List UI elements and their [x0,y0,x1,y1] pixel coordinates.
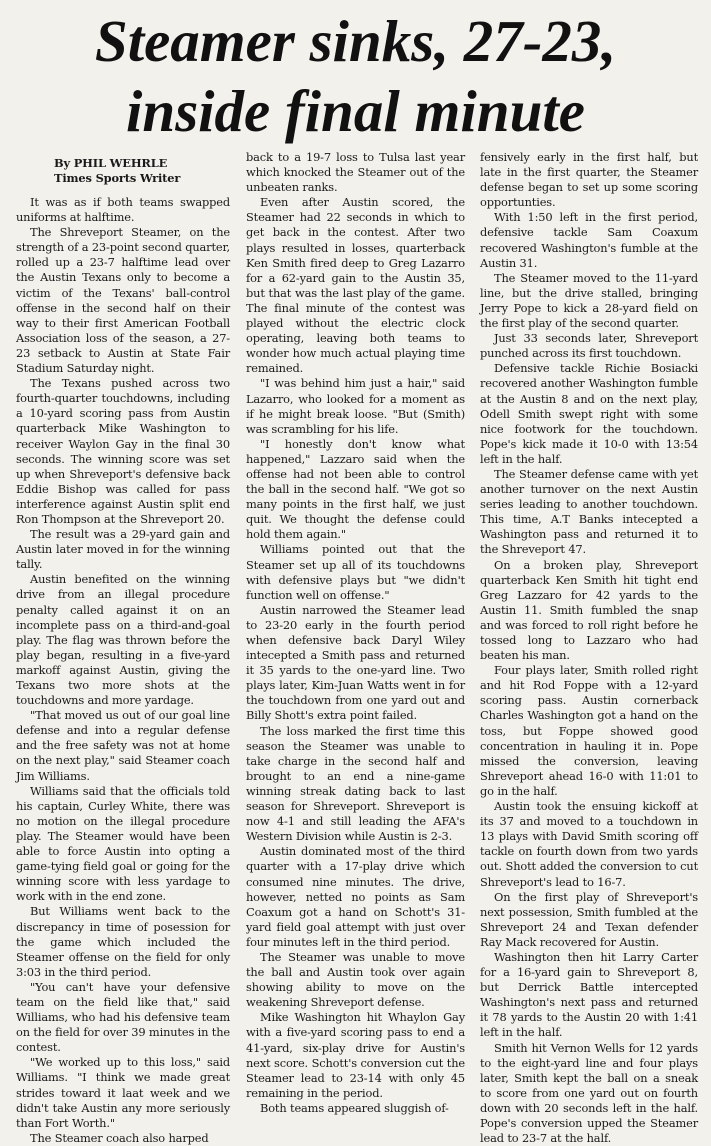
paragraph: The Steamer moved to the 11-yard line, but the drive stalled, bringing Jerry Pope to kick a 28-yard field on the first play of the second quarter. [480,270,698,331]
paragraph: Austin dominated most of the third quarter with a 17-play drive which consumed nine minutes. The drive, however, netted no points as Sam Coaxum got a hand on Schott's 31-yard field goal attempt with just over four minutes left in the third period. [246,844,465,949]
paragraph: Williams pointed out that the Steamer set up all of its touchdowns with defensive plays but "we didn't function well on offense." [246,542,465,602]
paragraph: "That moved us out of our goal line defense and into a regular defense and the free safety was not at home on the next play," said Steamer coach Jim Williams. [16,708,230,783]
paragraph: The Steamer coach also harped [30,1130,209,1145]
headline [0,6,711,146]
byline [54,156,230,185]
paragraph: On a broken play, Shreveport quarterback Ken Smith hit tight end Greg Lazzaro for 42 yards to the Austin 11. Smith fumbled the snap and was forced to roll right before he tossed long to Lazzaro who had beaten his man. [480,557,698,663]
column-2 [246,150,465,1132]
paragraph: Williams said that the officials told his captain, Curley White, there was no motion on the illegal procedure play. The Steamer would have been able to force Austin into opting a game-tying field goal or going for the winning score with less yardage to work with in the end zone. [16,783,230,904]
paragraph: Austin benefited on the winning drive from an illegal procedure penalty called against it on an incomplete pass on a third-and-goal play. The flag was thrown before the play began, resulting in a five-yard markoff against Austin, giving the Texans two more shots at the touchdowns and more yardage. [16,572,230,708]
article-body [0,150,711,1146]
paragraph: The loss marked the first time this season the Steamer was unable to take charge in the second half and brought to an end a nine-game winning streak dating back to last season for Shreveport. Shreveport is now 4-1 and still leading the AFA's Western Division while Austin is 2-3. [246,723,465,844]
paragraph: The Texans pushed across two fourth-quarter touchdowns, including a 10-yard scoring pass from Austin quarterback Mike Washington to receiver Waylon Gay in the final 30 seconds. The winning score was set up when Shreveport's defensive back Eddie Bishop was called for pass interference against Austin split end Ron Thompson at the Shreveport 20. [16,376,230,526]
paragraph: Washington then hit Larry Carter for a 16-yard gain to Shreveport 8, but Derrick Battle intercepted Washington's next pass and returned it 78 yards to the Austin 20 with 1:41 left in the half. [480,949,698,1040]
paragraph: The Steamer defense came with yet another turnover on the next Austin series leading to another touchdown. This time, A.T Banks intecepted a Washington pass and returned it to the Shreveport 47. [480,466,698,557]
paragraph: Defensive tackle Richie Bosiacki recovered another Washington fumble at the Austin 8 and on the next play, Odell Smith swept right with some nice footwork for the touchdown. Pope's kick made it 10-0 with 13:54 left in the half. [480,361,698,466]
paragraph: "I honestly don't know what happened," Lazzaro said when the offense had not been able to control the ball in the second half. "We got so many points in the first half, we just quit. We thought the defense could hold them again." [246,436,465,542]
paragraph: Mike Washington hit Whaylon Gay with a five-yard scoring pass to end a 41-yard, six-play drive for Austin's next score. Schott's conversion cut the Steamer lead to 23-14 with only 45 remaining in the period. [246,1010,465,1100]
paragraph: Both teams appeared sluggish of- [260,1100,449,1115]
paragraph: "I was behind him just a hair," said Lazarro, who looked for a moment as if he might break loose. "But (Smith) was scrambling for his life. [246,376,465,436]
paragraph: "We worked up to this loss," said Williams. "I think we made great strides toward it laat week and we didn't take Austin any more seriously than Fort Worth." [16,1055,230,1130]
column-3 [480,150,698,1146]
paragraph: Austin narrowed the Steamer lead to 23-20 early in the fourth period when defensive back Daryl Wiley intecepted a Smith pass and returned it 35 yards to the one-yard line. Two plays later, Kim-Juan Watts went in for the touchdown from one yard out and Billy Shott's extra point failed. [246,602,465,723]
paragraph: back to a 19-7 loss to Tulsa last year which knocked the Steamer out of the unbeaten ranks. [246,150,465,195]
paragraph: It was as if both teams swapped uniforms at halftime. [16,195,230,225]
paragraph: The Shreveport Steamer, on the strength of a 23-point second quarter, rolled up a 23-7 halftime lead over the Austin Texans only to become a victim of the Texans' ball-control offense in the second half on their way to their first American Football Association loss of the season, a 27-23 setback to Austin at State Fair Stadium Saturday night. [16,225,230,376]
paragraph: The result was a 29-yard gain and Austin later moved in for the winning tally. [16,527,230,572]
paragraph: Four plays later, Smith rolled right and hit Rod Foppe with a 12-yard scoring pass. Austin cornerback Charles Washington got a hand on the toss, but Foppe showed good concentration in hauling it in. Pope missed the conversion, leaving Shreveport ahead 16-0 with 11:01 to go in the half. [480,663,698,798]
paragraph: "You can't have your defensive team on the field like that," said Williams, who had his defensive team on the field for over 39 minutes in the contest. [16,979,230,1055]
column-1 [16,150,230,1145]
paragraph: Even after Austin scored, the Steamer had 22 seconds in which to get back in the contest. After two plays resulted in losses, quarterback Ken Smith fired deep to Greg Lazarro for a 62-yard gain to the Austin 35, but that was the last play of the game. The final minute of the contest was played without the electric clock operating, leaving both teams to wonder how much actual playing time remained. [246,195,465,376]
paragraph: With 1:50 left in the first period, defensive tackle Sam Coaxum recovered Washington's fumble at the Austin 31. [480,210,698,270]
headline-line-1: Steamer sinks, 27-23, [94,8,617,74]
paragraph: But Williams went back to the discrepancy in time of posession for the game which included the Steamer offense on the field for only 3:03 in the third period. [16,904,230,979]
paragraph: Just 33 seconds later, Shreveport punched across its first touchdown. [480,331,698,361]
paragraph: Smith hit Vernon Wells for 12 yards to the eight-yard line and four plays later, Smith kept the ball on a sneak to score from one yard out on fourth down with 20 seconds left in the half. Pope's conversion upped the Steamer lead to 23-7 at the half. [480,1040,698,1146]
byline-author: By PHIL WEHRLE [54,156,168,170]
paragraph: The Steamer was unable to move the ball and Austin took over again showing ability to move on the weakening Shreveport defense. [246,949,465,1010]
byline-title: Times Sports Writer [54,170,181,185]
paragraph: fensively early in the first half, but late in the first quarter, the Steamer defense began to set up some scoring opportunties. [480,150,698,210]
paragraph: On the first play of Shreveport's next possession, Smith fumbled at the Shreveport 24 and Texan defender Ray Mack recovered for Austin. [480,889,698,949]
paragraph: Austin took the ensuing kickoff at its 37 and moved to a touchdown in 13 plays with David Smith scoring off tackle on fourth down from two yards out. Shott added the conversion to cut Shreveport's lead to 16-7. [480,799,698,889]
headline-line-2: inside final minute [126,78,585,144]
